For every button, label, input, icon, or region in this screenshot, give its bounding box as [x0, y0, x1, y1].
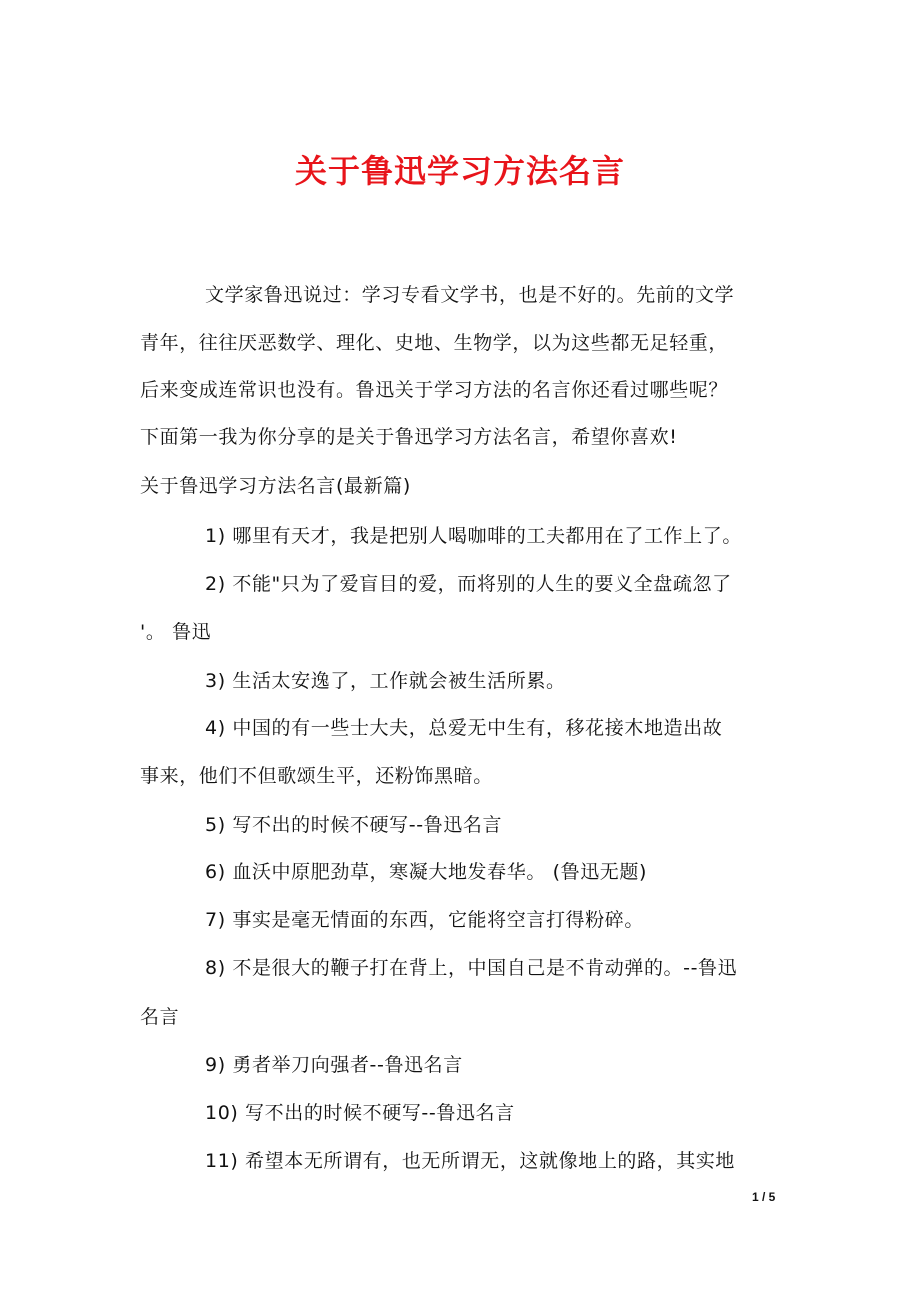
quote-line: 5) 写不出的时候不硬写--鲁迅名言 — [205, 814, 503, 836]
quote-line: 10) 写不出的时候不硬写--鲁迅名言 — [205, 1102, 515, 1124]
quote-line: 1) 哪里有天才，我是把别人喝咖啡的工夫都用在了工作上了。 — [205, 525, 742, 547]
quote-line: 4) 中国的有一些士大夫，总爱无中生有，移花接木地造出故 — [205, 717, 723, 739]
intro-line: 青年，往往厌恶数学、理化、史地、生物学，以为这些都无足轻重， — [140, 332, 729, 354]
quote-line: 8) 不是很大的鞭子打在背上，中国自己是不肯动弹的。--鲁迅 — [205, 957, 738, 979]
quote-line: '。 鲁迅 — [140, 621, 212, 643]
quote-line: 9) 勇者举刀向强者--鲁迅名言 — [205, 1054, 463, 1076]
quote-line: 7) 事实是毫无情面的东西，它能将空言打得粉碎。 — [205, 909, 644, 931]
intro-line: 文学家鲁迅说过：学习专看文学书，也是不好的。先前的文学 — [205, 284, 735, 306]
quote-line: 名言 — [140, 1006, 180, 1028]
quote-line: 2) 不能"只为了爱盲目的爱，而将别的人生的要义全盘疏忽了 — [205, 573, 732, 595]
quote-line: 3) 生活太安逸了，工作就会被生活所累。 — [205, 670, 566, 692]
page-number: 1 / 5 — [752, 1190, 776, 1204]
quote-line: 11) 希望本无所谓有，也无所谓无，这就像地上的路，其实地 — [205, 1150, 736, 1172]
intro-line: 后来变成连常识也没有。鲁迅关于学习方法的名言你还看过哪些呢？ — [140, 379, 729, 401]
section-heading: 关于鲁迅学习方法名言(最新篇) — [140, 475, 411, 497]
document-title: 关于鲁迅学习方法名言 — [294, 152, 625, 190]
quote-line: 6) 血沃中原肥劲草，寒凝大地发春华。 (鲁迅无题) — [205, 861, 648, 883]
quote-line: 事来，他们不但歌颂生平，还粉饰黑暗。 — [140, 765, 493, 787]
intro-line: 下面第一我为你分享的是关于鲁迅学习方法名言，希望你喜欢! — [140, 426, 678, 448]
